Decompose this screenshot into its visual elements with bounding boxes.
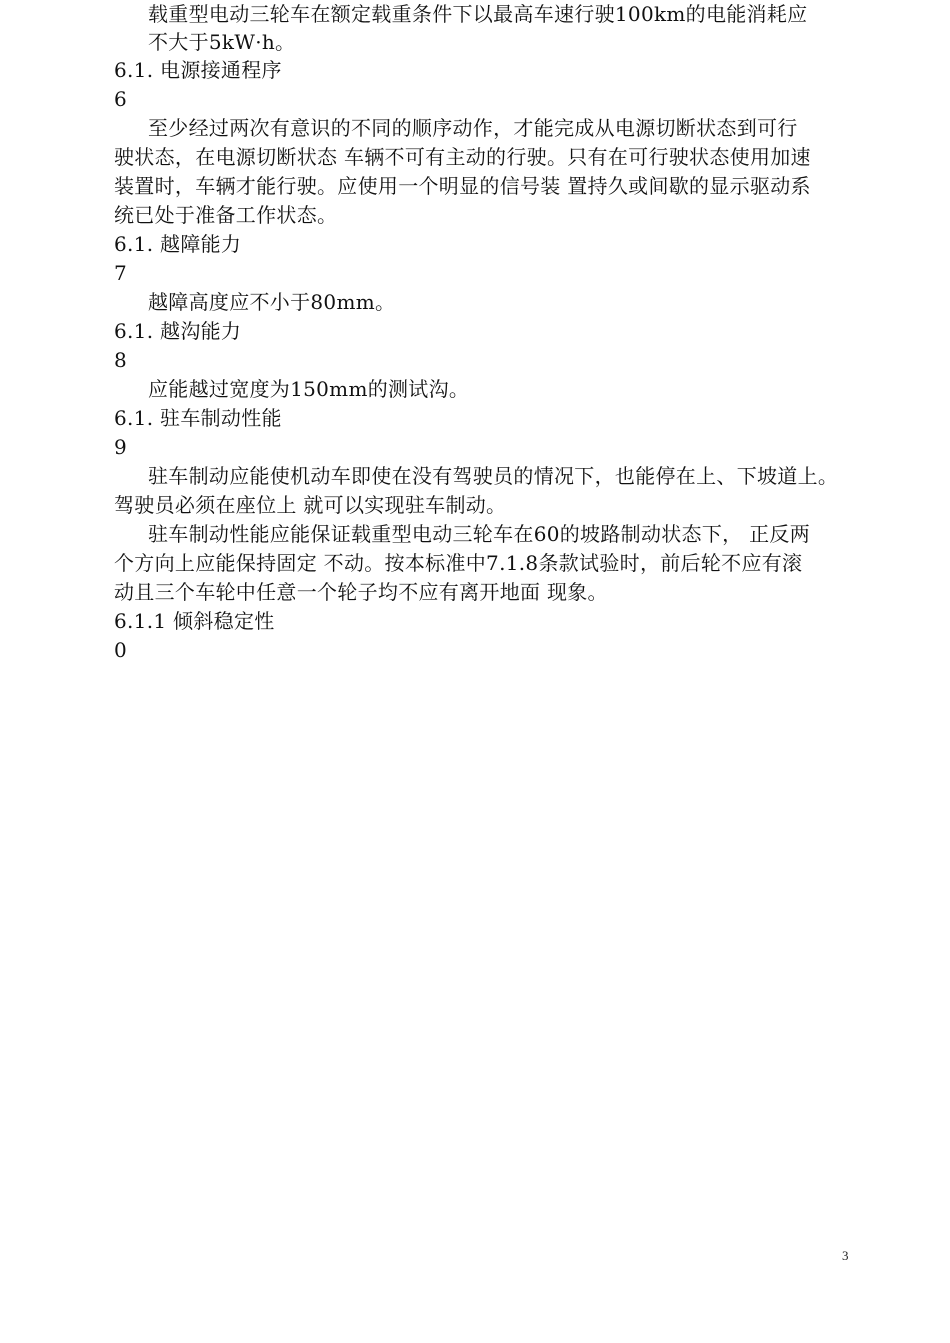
section-heading-obstacle-ability: 6.1. 越障能力 [114, 232, 242, 256]
section-number-fragment: 7 [114, 261, 128, 285]
power-on-paragraph-line-1: 至少经过两次有意识的不同的顺序动作，才能完成从电源切断状态到可行 [148, 116, 798, 140]
section-heading-trench-ability: 6.1. 越沟能力 [114, 319, 242, 343]
section-heading-power-on-procedure: 6.1. 电源接通程序 [114, 58, 282, 82]
section-number-fragment: 8 [114, 348, 128, 372]
parking-brake-paragraph-2-line-2: 个方向上应能保持固定 不动。按本标准中7.1.8条款试验时，前后轮不应有滚 [114, 551, 803, 575]
parking-brake-paragraph-2-line-3: 动且三个车轮中任意一个轮子均不应有离开地面 现象。 [114, 580, 608, 604]
parking-brake-paragraph-1-line-2: 驾驶员必须在座位上 就可以实现驻车制动。 [114, 493, 507, 517]
parking-brake-paragraph-1-line-1: 驻车制动应能使机动车即使在没有驾驶员的情况下，也能停在上、下坡道上。 [148, 464, 839, 488]
section-heading-parking-brake: 6.1. 驻车制动性能 [114, 406, 282, 430]
section-number-fragment: 9 [114, 435, 128, 459]
section-heading-tilt-stability: 6.1.1 倾斜稳定性 [114, 609, 275, 633]
parking-brake-paragraph-2-line-1: 驻车制动性能应能保证载重型电动三轮车在60的坡路制动状态下， 正反两 [148, 522, 811, 546]
power-on-paragraph-line-3: 装置时，车辆才能行驶。应使用一个明显的信号装 置持久或间歇的显示驱动系 [114, 174, 811, 198]
section-number-fragment: 0 [114, 638, 128, 662]
power-on-paragraph-line-2: 驶状态，在电源切断状态 车辆不可有主动的行驶。只有在可行驶状态使用加速 [114, 145, 811, 169]
power-on-paragraph-line-4: 统已处于准备工作状态。 [114, 203, 338, 227]
page-number: 3 [842, 1248, 849, 1263]
energy-consumption-text-line-2: 不大于5kW·h。 [148, 30, 296, 54]
energy-consumption-text-line-1: 载重型电动三轮车在额定载重条件下以最高车速行驶100km的电能消耗应 [148, 2, 808, 26]
trench-paragraph: 应能越过宽度为150mm的测试沟。 [148, 377, 470, 401]
obstacle-paragraph: 越障高度应不小于80mm。 [148, 290, 396, 314]
section-number-fragment: 6 [114, 87, 128, 111]
